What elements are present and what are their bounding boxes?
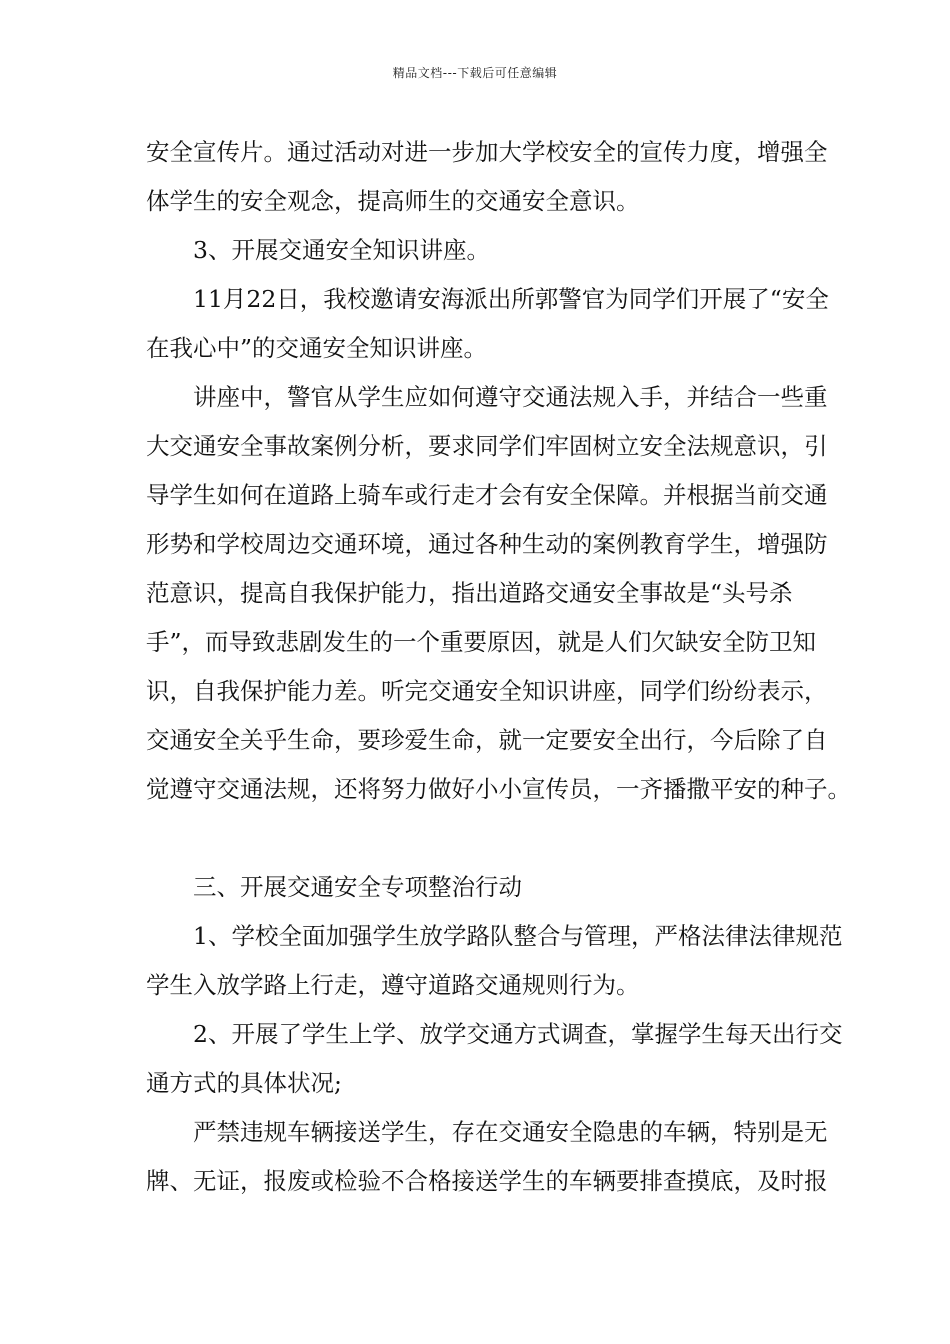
blank-line xyxy=(146,814,816,863)
text-line: 严禁违规车辆接送学生，存在交通安全隐患的车辆，特别是无 xyxy=(193,1118,828,1146)
text-line: 觉遵守交通法规，还将努力做好小小宣传员，一齐播撒平安的种子。 xyxy=(146,775,851,803)
text-line: 交通安全关乎生命，要珍爱生命，就一定要安全出行，今后除了自 xyxy=(146,726,828,754)
text-line: 体学生的安全观念，提高师生的交通安全意识。 xyxy=(146,187,640,215)
text-line: 在我心中”的交通安全知识讲座。 xyxy=(146,334,488,362)
text-line: 3、开展交通安全知识讲座。 xyxy=(193,236,490,264)
text-line: 学生入放学路上行走，遵守道路交通规则行为。 xyxy=(146,971,640,999)
body-text xyxy=(146,128,851,1206)
section-heading: 三、开展交通安全专项整治行动 xyxy=(193,873,522,901)
text-line: 形势和学校周边交通环境，通过各种生动的案例教育学生，增强防 xyxy=(146,530,828,558)
text-line: 大交通安全事故案例分析，要求同学们牢固树立安全法规意识，引 xyxy=(146,432,828,460)
text-line: 2、开展了学生上学、放学交通方式调查，掌握学生每天出行交 xyxy=(193,1020,843,1048)
text-line: 牌、无证，报废或检验不合格接送学生的车辆要排查摸底，及时报 xyxy=(146,1167,828,1195)
text-line: 讲座中，警官从学生应如何遵守交通法规入手，并结合一些重 xyxy=(193,383,828,411)
text-line: 11月22日，我校邀请安海派出所郭警官为同学们开展了“安全 xyxy=(193,285,829,313)
text-line: 1、学校全面加强学生放学路队整合与管理，严格法律法律规范 xyxy=(193,922,843,950)
text-line: 识，自我保护能力差。听完交通安全知识讲座，同学们纷纷表示， xyxy=(146,677,828,705)
text-line: 通方式的具体状况; xyxy=(146,1069,342,1097)
text-line: 安全宣传片。通过活动对进一步加大学校安全的宣传力度，增强全 xyxy=(146,138,828,166)
text-line: 范意识，提高自我保护能力，指出道路交通安全事故是“头号杀 xyxy=(146,579,793,607)
page-header: 精品文档---下载后可任意编辑 xyxy=(392,66,558,80)
text-line: 手”，而导致悲剧发生的一个重要原因，就是人们欠缺安全防卫知 xyxy=(146,628,817,656)
text-line: 导学生如何在道路上骑车或行走才会有安全保障。并根据当前交通 xyxy=(146,481,828,509)
